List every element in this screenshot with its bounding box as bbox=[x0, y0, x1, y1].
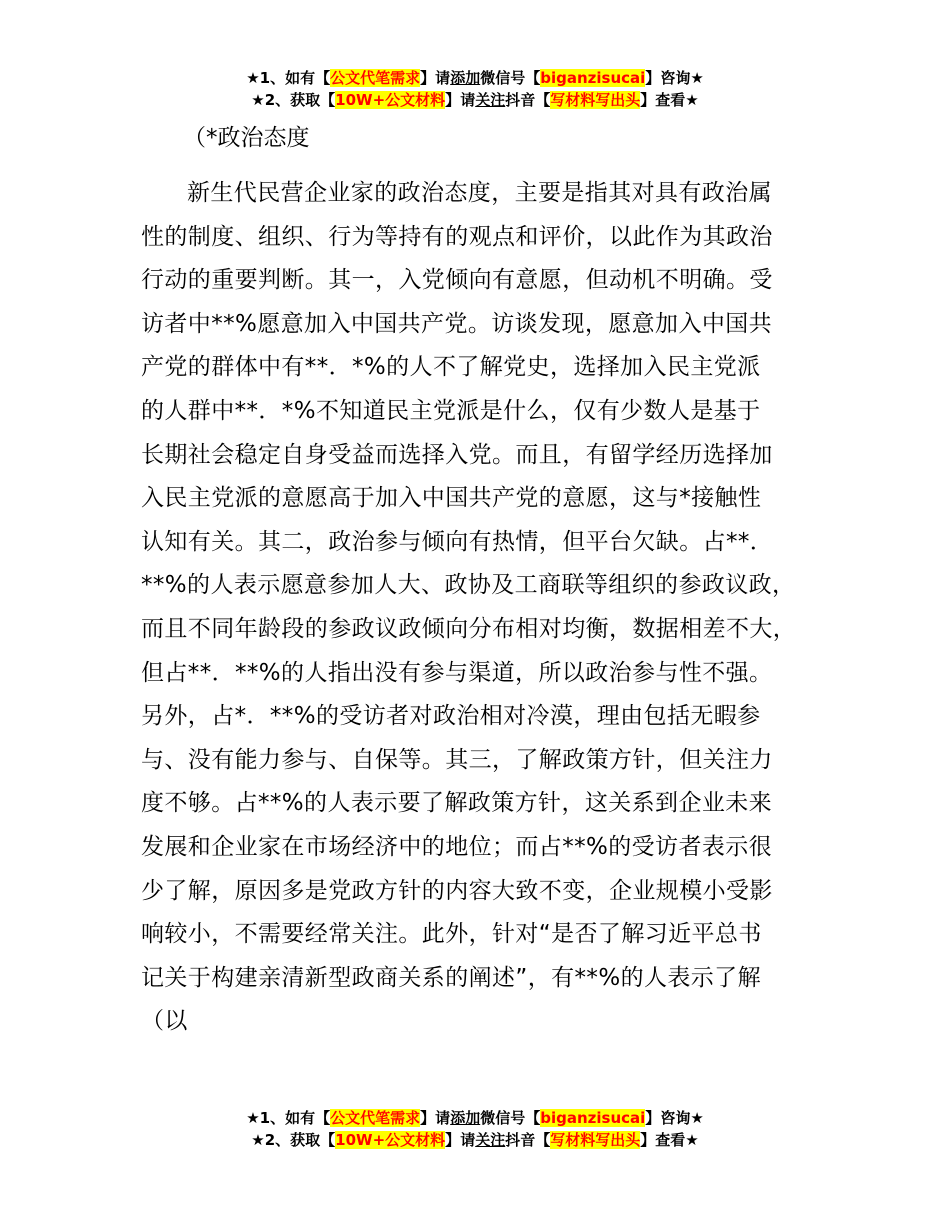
paragraph-line: 与、没有能力参与、自保等。其三，了解政策方针，但关注力 bbox=[141, 746, 773, 773]
paragraph-line: 度不够。占**%的人表示要了解政策方针，这关系到企业未来 bbox=[141, 790, 773, 817]
highlight-douyin-account: 写材料写出头 bbox=[550, 1131, 641, 1149]
banner-line-2: ★2、获取【10W+公文材料】请关注抖音【写材料写出头】查看★ bbox=[251, 1131, 699, 1149]
highlight-service: 公文代笔需求 bbox=[330, 69, 421, 87]
footer-banner bbox=[0, 1107, 950, 1151]
paragraph-line: 的人群中**．*%不知道民主党派是什么，仅有少数人是基于 bbox=[141, 397, 761, 424]
paragraph-line: 长期社会稳定自身受益而选择入党。而且，有留学经历选择加 bbox=[141, 441, 773, 468]
paragraph-line: 认知有关。其二，政治参与倾向有热情，但平台欠缺。占**． bbox=[141, 528, 774, 555]
highlight-materials: 10W+公文材料 bbox=[335, 1131, 446, 1149]
header-banner bbox=[0, 67, 950, 111]
paragraph-line: 另外，占*．**%的受访者对政治相对冷漠，理由包括无暇参 bbox=[141, 703, 761, 730]
paragraph-line: 发展和企业家在市场经济中的地位；而占**%的受访者表示很 bbox=[141, 833, 773, 860]
paragraph-line: 性的制度、组织、行为等持有的观点和评价，以此作为其政治 bbox=[141, 223, 773, 250]
highlight-wechat-id: biganzisucai bbox=[540, 1109, 646, 1127]
paragraph-line: （以 bbox=[141, 1008, 188, 1035]
highlight-douyin-account: 写材料写出头 bbox=[550, 91, 641, 109]
paragraph-line: **%的人表示愿意参加人大、政协及工商联等组织的参政议政， bbox=[141, 572, 796, 599]
banner-line-1: ★1、如有【公文代笔需求】请添加微信号【biganzisucai】咨询★ bbox=[246, 1109, 704, 1127]
highlight-materials: 10W+公文材料 bbox=[335, 91, 446, 109]
paragraph-line: 记关于构建亲清新型政商关系的阐述”，有**%的人表示了解 bbox=[141, 964, 761, 991]
highlight-wechat-id: biganzisucai bbox=[540, 69, 646, 87]
paragraph-line: 但占**．**%的人指出没有参与渠道，所以政治参与性不强。 bbox=[141, 659, 773, 686]
paragraph-line: 行动的重要判断。其一，入党倾向有意愿，但动机不明确。受 bbox=[141, 267, 773, 294]
paragraph-line: 产党的群体中有**．*%的人不了解党史，选择加入民主党派 bbox=[141, 354, 761, 381]
banner-line-1: ★1、如有【公文代笔需求】请添加微信号【biganzisucai】咨询★ bbox=[246, 69, 704, 87]
paragraph-line: 少了解，原因多是党政方针的内容大致不变，企业规模小受影 bbox=[141, 877, 773, 904]
section-heading: （*政治态度 bbox=[183, 125, 310, 151]
body-paragraph bbox=[141, 172, 841, 1044]
highlight-service: 公文代笔需求 bbox=[330, 1109, 421, 1127]
paragraph-line: 访者中**%愿意加入中国共产党。访谈发现，愿意加入中国共 bbox=[141, 310, 773, 337]
paragraph-line: 而且不同年龄段的参政议政倾向分布相对均衡，数据相差不大， bbox=[141, 615, 797, 642]
banner-line-2: ★2、获取【10W+公文材料】请关注抖音【写材料写出头】查看★ bbox=[251, 91, 699, 109]
paragraph-line: 新生代民营企业家的政治态度，主要是指其对具有政治属 bbox=[187, 180, 772, 206]
paragraph-line: 入民主党派的意愿高于加入中国共产党的意愿，这与*接触性 bbox=[141, 485, 762, 512]
paragraph-line: 响较小，不需要经常关注。此外，针对“是否了解习近平总书 bbox=[141, 921, 762, 948]
